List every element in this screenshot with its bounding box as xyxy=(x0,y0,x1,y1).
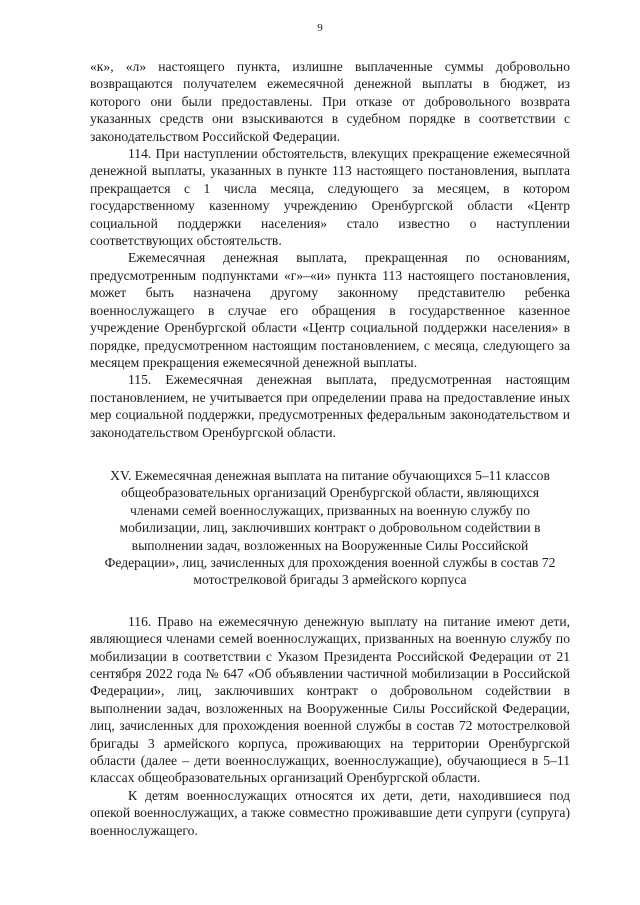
paragraph-115: 115. Ежемесячная денежная выплата, предусмотренная настоящим постановлением, не учитывается при определении права на предоставление иных мер социальной поддержки, предусмотренных федеральным законодательством и законодательством Оренбургской области. xyxy=(90,372,570,440)
paragraph-114: 114. При наступлении обстоятельств, влекущих прекращение ежемесячной денежной выплаты, указанных в пункте 113 настоящего постановления, выплата прекращается с 1 числа месяца, следующего за месяцем, в котором государственному казенному учреждению Оренбургской области «Центр социальной поддержки населения» стало известно о наступлении соответствующих обстоятельств. xyxy=(90,146,570,249)
paragraph-children-definition: К детям военнослужащих относятся их дети, дети, находившиеся под опекой военнослужащих, а также совместно проживавшие дети супруги (супруга) военнослужащего. xyxy=(90,787,570,838)
paragraph-114-reassignment: Ежемесячная денежная выплата, прекращенная по основаниям, предусмотренным подпунктами «г»–«и» пункта 113 настоящего постановления, может быть назначена другому законному представителю ребенка военнослужащего в случае его обращения в государственное казенное учреждение Оренбургской области «Центр социальной поддержки населения» в порядке, предусмотренном настоящим постановлением, с месяца, следующего за месяцем прекращения ежемесячной денежной выплаты. xyxy=(90,250,570,370)
document-body xyxy=(90,58,570,839)
paragraph-116: 116. Право на ежемесячную денежную выплату на питание имеют дети, являющиеся членами семей военнослужащих, призванных на военную службу по мобилизации в соответствии с Указом Президента Российской Федерации от 21 сентября 2022 года № 647 «Об объявлении частичной мобилизации в Российской Федерации», лиц, заключивших контракт о добровольном содействии в выполнении задач, возложенных на Вооруженные Силы Российской Федерации, лиц, зачисленных для прохождения военной службы в состав 72 мотострелковой бригады 3 армейского корпуса, проживающих на территории Оренбургской области (далее – дети военнослужащих, военнослужащие), обучающиеся в 5–11 классах общеобразовательных организаций Оренбургской области. xyxy=(90,613,570,786)
paragraph-continuation: «к», «л» настоящего пункта, излишне выплаченные суммы добровольно возвращаются получателем ежемесячной денежной выплаты в бюджет, из которого они были предоставлены. При отказе от добровольного возврата указанных средств они взыскиваются в судебном порядке в соответствии с законодательством Российской Федерации. xyxy=(90,59,570,144)
section-heading-xv: XV. Ежемесячная денежная выплата на питание обучающихся 5–11 классов общеобразовательных организаций Оренбургской области, являющихся членами семей военнослужащих, призванных на военную службу по мобилизации, лиц, заключивших контракт о добровольном содействии в выполнении задач, возложенных на Вооруженные Силы Российской Федерации», лиц, зачисленных для прохождения военной службы в состав 72 мотострелковой бригады 3 армейского корпуса xyxy=(104,467,556,588)
page-number: 9 xyxy=(317,22,323,34)
